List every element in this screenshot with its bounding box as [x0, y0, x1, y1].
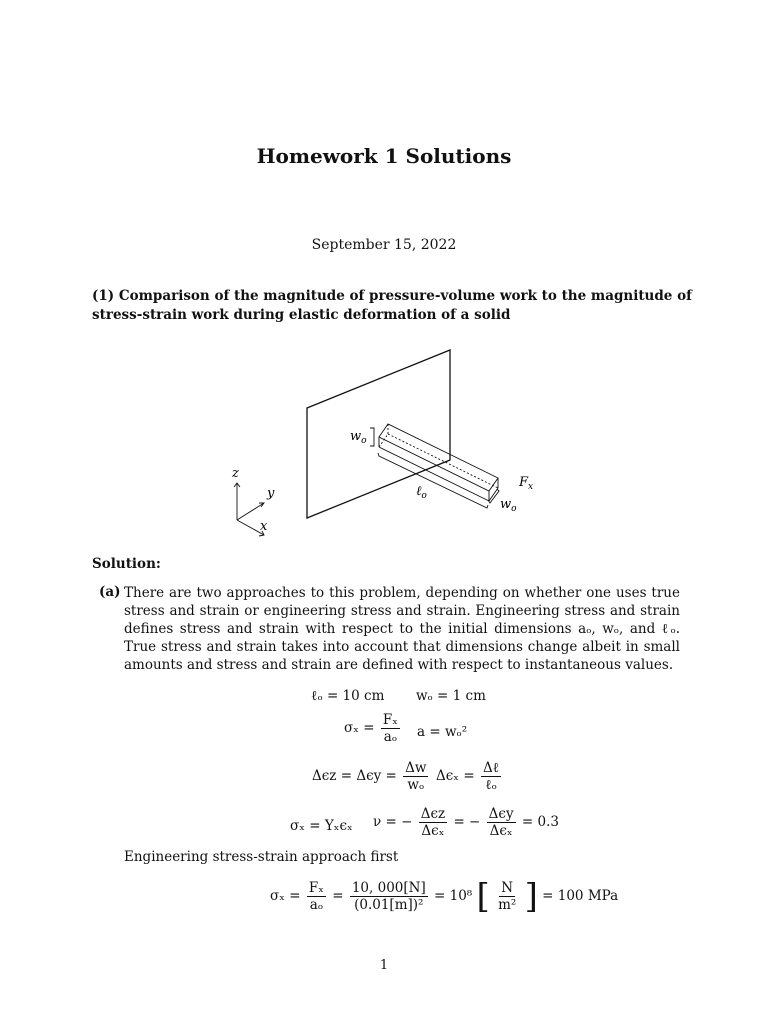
eq-hooke: σₓ = Yₓϵₓ — [290, 818, 353, 834]
eq-eng-num2: 10, 000[N] — [351, 880, 426, 896]
eq-eng-unit-num: N — [501, 880, 514, 896]
eq-axial-den: ℓₒ — [485, 777, 497, 793]
eq-lateral-lhs: Δϵz = Δϵy = — [312, 768, 397, 784]
eq-eng-frac2 — [350, 880, 428, 913]
wo-bottom-bracket — [488, 489, 499, 503]
eq-poisson-num2: Δϵy — [488, 806, 514, 822]
solution-paragraph: There are two approaches to this problem, depending on whether one uses true stress and strain or engineering stress and strain. Engineering stress and strain defines stress and strain with respect to the initial dimensions aₒ, wₒ, and ℓₒ. True stress and strain takes into account that dimensions change albeit in small amounts and stress and strain are defined with respect to instantaneous values. — [124, 585, 680, 673]
wall-plane — [307, 350, 450, 518]
eq-lateral-num: Δw — [405, 760, 427, 776]
eq-poisson-den1: Δϵₓ — [421, 823, 445, 839]
label-fx: $F_x$ — [519, 475, 534, 492]
eq-lateral-den: wₒ — [407, 777, 425, 793]
axis-label-x: x — [260, 519, 268, 534]
lo-dimension-bracket — [378, 453, 488, 508]
eq-stress-fraction — [381, 712, 400, 745]
label-wo-bottom: $w_o$ — [500, 497, 517, 514]
beam-figure — [225, 345, 555, 545]
eq-axial-num: Δℓ — [482, 760, 500, 776]
eq-lateral-fraction — [403, 760, 428, 793]
problem-statement: (1) Comparison of the magnitude of pressure-volume work to the magnitude of stress-strain work during elastic deformation of a solid — [92, 288, 692, 323]
page-title: Homework 1 Solutions — [256, 144, 512, 168]
eq-axial-strain — [436, 760, 503, 793]
approach-text: Engineering stress-strain approach first — [124, 849, 399, 865]
right-bracket-glyph: ] — [524, 876, 538, 917]
eq-eng-num1: Fₓ — [308, 880, 324, 896]
eq-poisson-value: = 0.3 — [521, 814, 559, 830]
eq-poisson-lhs: ν = − — [373, 814, 413, 830]
eq-eng-den2: (0.01[m])² — [354, 897, 424, 913]
beam — [379, 424, 498, 501]
eq-stress-lhs: σₓ = — [344, 720, 375, 736]
solution-heading: Solution: — [92, 556, 161, 572]
eq-stress-num: Fₓ — [382, 712, 398, 728]
eq-eng-unit — [496, 880, 518, 913]
eq-poisson — [373, 806, 559, 839]
eq-eng-equals: = — [332, 888, 344, 904]
eq-eng-den1: aₒ — [309, 897, 324, 913]
eq-poisson-num1: Δϵz — [420, 806, 446, 822]
axis-label-z: z — [232, 466, 239, 481]
eq-wo: wₒ = 1 cm — [416, 688, 486, 704]
label-lo: ℓ$_o$ — [416, 484, 427, 501]
left-bracket-glyph: [ — [476, 876, 490, 917]
eq-stress-def — [344, 712, 402, 745]
eq-eng-frac1 — [307, 880, 326, 913]
eq-poisson-frac1 — [419, 806, 447, 839]
eq-engineering-stress — [270, 876, 619, 917]
label-wo-top: $w_o$ — [350, 429, 367, 446]
eq-eng-power: = 10⁸ — [434, 888, 473, 904]
eq-poisson-frac2 — [487, 806, 516, 839]
eq-lo: ℓₒ = 10 cm — [311, 688, 385, 704]
part-label: (a) — [99, 584, 121, 600]
eq-eng-result: = 100 MPa — [542, 888, 619, 904]
eq-stress-den: aₒ — [383, 729, 398, 745]
page-number: 1 — [379, 958, 389, 973]
eq-poisson-minus: = − — [453, 814, 481, 830]
wo-dimension-bracket — [370, 428, 374, 446]
eq-area: a = wₒ² — [417, 724, 468, 740]
date: September 15, 2022 — [311, 237, 457, 253]
eq-eng-lhs: σₓ = — [270, 888, 301, 904]
axis-label-y: y — [267, 486, 275, 501]
eq-lateral-strain — [312, 760, 430, 793]
eq-eng-unit-den: m² — [498, 897, 517, 913]
eq-axial-lhs: Δϵₓ = — [436, 768, 475, 784]
eq-poisson-den2: Δϵₓ — [489, 823, 513, 839]
eq-axial-fraction — [481, 760, 501, 793]
